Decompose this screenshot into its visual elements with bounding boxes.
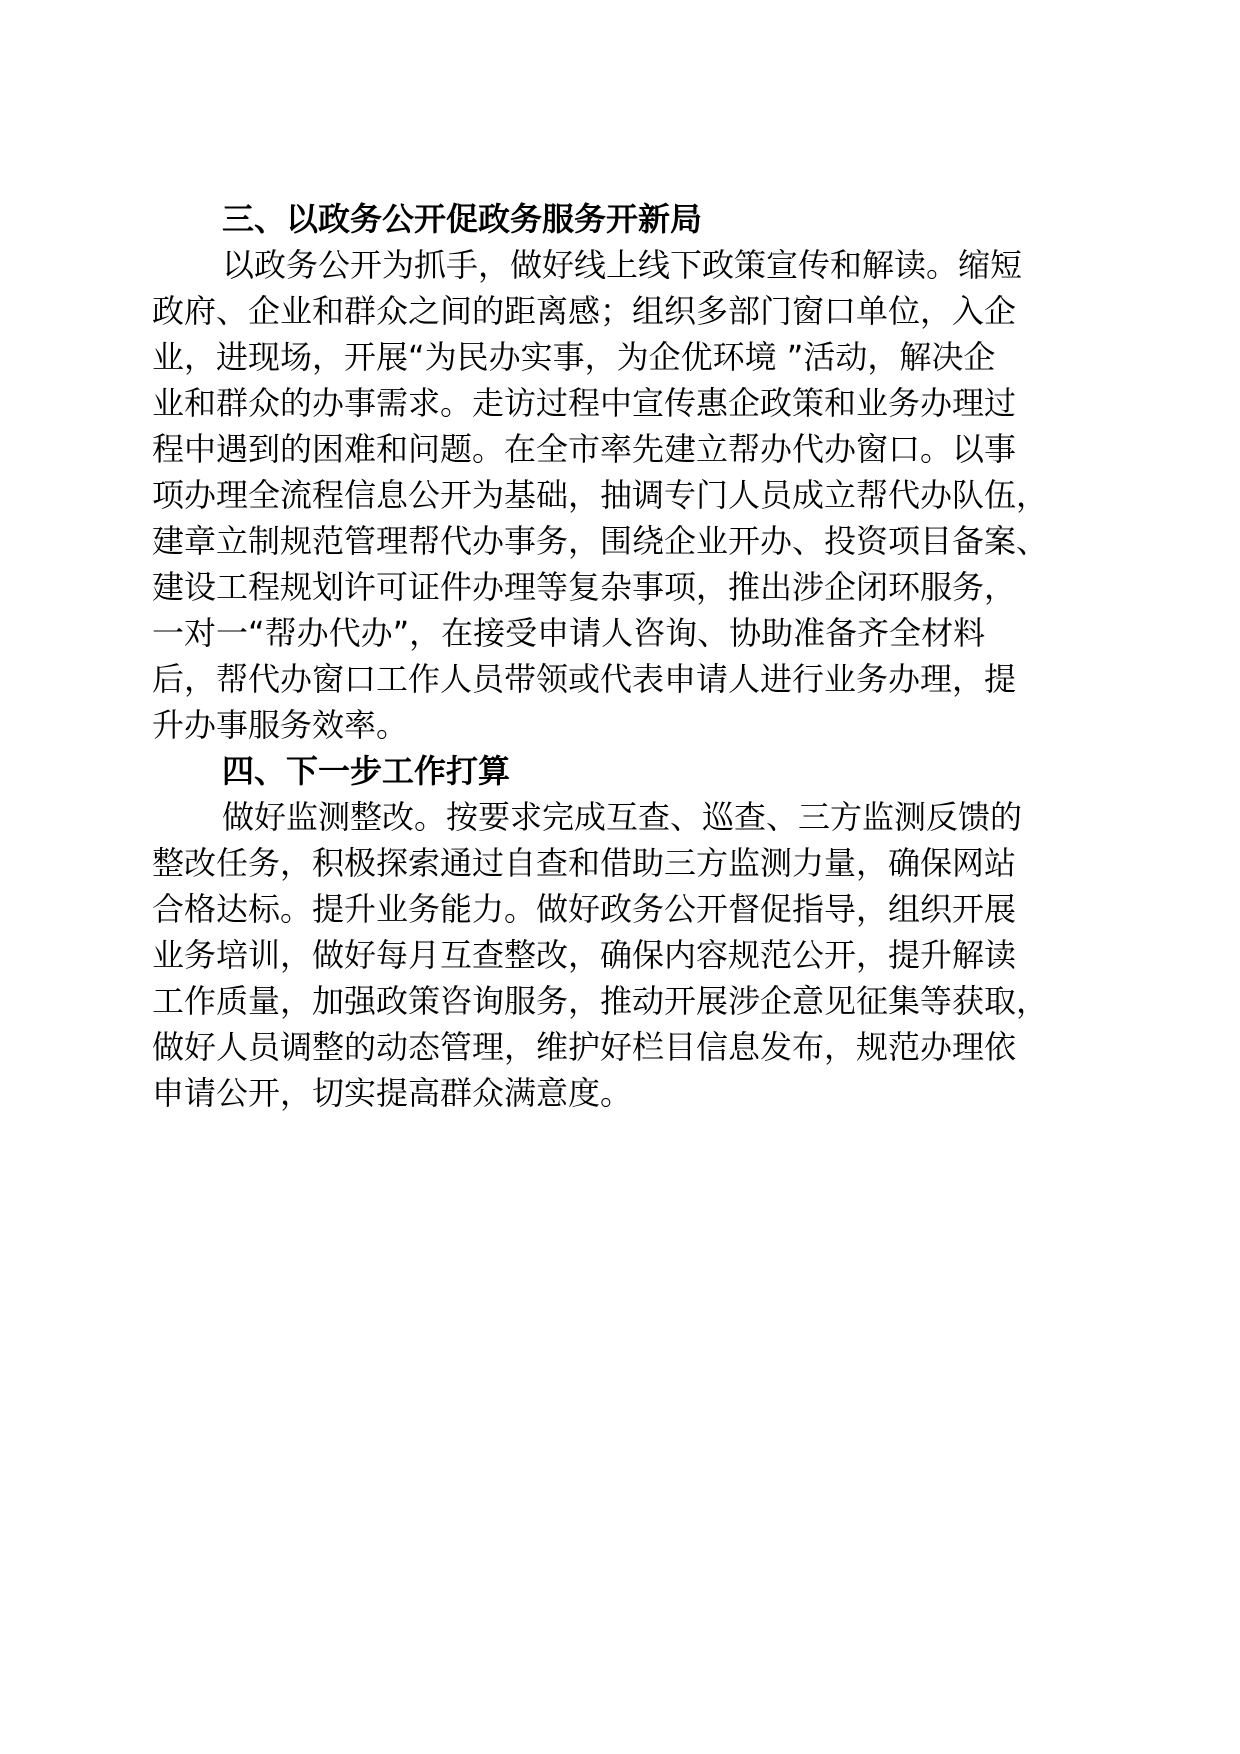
paragraph-line: 建章立制规范管理帮代办事务，围绕企业开办、投资项目备案、 (152, 522, 1049, 560)
paragraph-line: 业务培训，做好每月互查整改，确保内容规范公开，提升解读 (152, 936, 1017, 974)
paragraph-line: 程中遇到的困难和问题。在全市率先建立帮办代办窗口。以事 (152, 430, 1017, 468)
paragraph-line: 合格达标。提升业务能力。做好政务公开督促指导，组织开展 (152, 890, 1017, 928)
section-heading-4: 四、下一步工作打算 (222, 752, 511, 790)
paragraph-line: 业，进现场，开展“为民办实事，为企优环境 ”活动，解决企 (152, 338, 996, 376)
paragraph-line: 整改任务，积极探索通过自查和借助三方监测力量，确保网站 (152, 844, 1017, 882)
paragraph-line: 一对一“帮办代办”，在接受申请人咨询、协助准备齐全材料 (152, 614, 986, 652)
paragraph-line: 申请公开，切实提高群众满意度。 (152, 1074, 633, 1112)
paragraph-line: 项办理全流程信息公开为基础，抽调专门人员成立帮代办队伍， (152, 476, 1049, 514)
paragraph-line: 后，帮代办窗口工作人员带领或代表申请人进行业务办理，提 (152, 660, 1017, 698)
paragraph-line: 以政务公开为抓手，做好线上线下政策宣传和解读。缩短 (222, 246, 1023, 284)
section-heading-3: 三、以政务公开促政务服务开新局 (222, 200, 703, 238)
paragraph-line: 建设工程规划许可证件办理等复杂事项，推出涉企闭环服务， (152, 568, 1017, 606)
paragraph-line: 政府、企业和群众之间的距离感；组织多部门窗口单位，入企 (152, 292, 1017, 330)
paragraph-line: 业和群众的办事需求。走访过程中宣传惠企政策和业务办理过 (152, 384, 1017, 422)
paragraph-line: 工作质量，加强政策咨询服务，推动开展涉企意见征集等获取， (152, 982, 1049, 1020)
document-body (152, 196, 1082, 1116)
paragraph-line: 做好人员调整的动态管理，维护好栏目信息发布，规范办理依 (152, 1028, 1017, 1066)
paragraph-line: 做好监测整改。按要求完成互查、巡查、三方监测反馈的 (222, 798, 1023, 836)
paragraph-line: 升办事服务效率。 (152, 706, 409, 744)
